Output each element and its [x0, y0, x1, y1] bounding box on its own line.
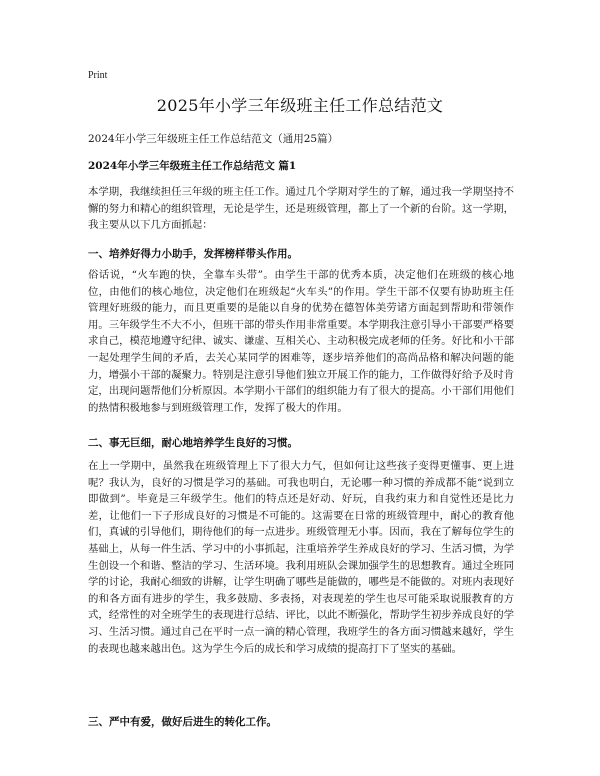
document-subtitle: 2024年小学三年级班主任工作总结范文（通用25篇） [88, 133, 339, 145]
print-label[interactable]: Print [88, 70, 108, 81]
paragraph-2: 在上一学期中，虽然我在班级管理上下了很大力气，但如何让这些孩子变得更懂事、更上进呢？我认为，良好的习惯是学习的基础。可我也明白，无论哪一种习惯的养成都不能“说到立即做到”。毕竟是三年级学生。他们的特点还是好动、好玩，自我约束力和自觉性还是比力差，让他们一下子形成良好的习惯是不可能的。这需要在日常的班级管理中，耐心的教育他们，真诚的引导他们，期待他们的每一点进步。班级管理无小事。因而，我在了解每位学生的基础上，从每一件生活、学习中的小事抓起，注重培养学生养成良好的学习、生活习惯，为学生创设一个和谐、整洁的学习、生活环境。我利用班队会课加强学生的思想教育。通过全班同学的讨论，我耐心细致的讲解，让学生明确了哪些是能做的，哪些是不能做的。对班内表现好的和各方面有进步的学生，我多鼓励、多表扬，对表现差的学生也尽可能采取说服教育的方式，经常性的对全班学生的表现进行总结、评比，以此不断强化，帮助学生初步养成良好的学习、生活习惯。通过自己在平时一点一滴的精心管理，我班学生的各方面习惯越来越好，学生的表现也越来越出色。这为学生今后的成长和学习成绩的提高打下了坚实的基础。 [88, 460, 515, 655]
heading-3: 三、严中有爱，做好后进生的转化工作。 [88, 716, 277, 728]
heading-2: 二、事无巨细，耐心地培养学生良好的习惯。 [88, 437, 298, 449]
intro-paragraph: 本学期，我继续担任三年级的班主任工作。通过几个学期对学生的了解，通过我一学期坚持不懈的努力和精心的组织管理，无论是学生，还是班级管理，都上了一个新的台阶。这一学期，我主要从以下几方面抓起： [88, 186, 515, 232]
heading-1: 一、培养好得力小助手，发挥榜样带头作用。 [88, 248, 298, 260]
paragraph-1: 俗话说，“火车跑的快，全靠车头带”。由学生干部的优秀本质，决定他们在班级的核心地位，由他们的核心地位，决定他们在班级起“火车头”的作用。学生干部不仅要有协助班主任管理好班级的能力，而且更重要的是能以自身的优势在德智体美劳诸方面起到帮助和带领作用。三年级学生不大不小，但班干部的带头作用非常重要。本学期我注意引导小干部要严格要求自己，模范地遵守纪律、诚实、谦虚、互相关心、主动积极完成老师的任务。好比和小干部一起处理学生间的矛盾，去关心某同学的困难等，逐步培养他们的高尚品格和解决问题的能力，增强小干部的凝聚力。特别是注意引导他们独立开展工作的能力，工作做得好给予及时肯定，出现问题帮他们分析原因。本学期小干部们的组织能力有了很大的提高。小干部们用他们的热情积极地参与到班级管理工作，发挥了极大的作用。 [88, 269, 515, 414]
section-title: 2024年小学三年级班主任工作总结范文 篇1 [88, 160, 297, 172]
page-title: 2025年小学三年级班主任工作总结范文 [156, 96, 444, 115]
